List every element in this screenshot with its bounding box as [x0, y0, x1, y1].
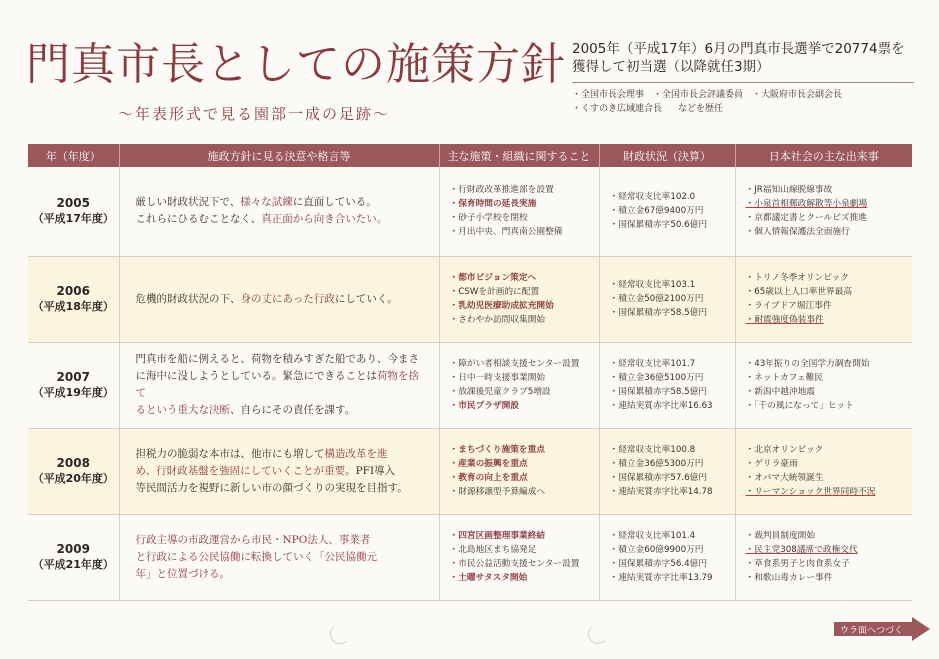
header-measures: 主な施策・組織に関すること [439, 144, 599, 167]
event-cell [735, 342, 912, 428]
policy-highlight: るという重大な決断 [135, 404, 230, 416]
divider [572, 82, 914, 83]
finance-item: ・経常収支比率102.0 [609, 191, 696, 202]
finance-cell [599, 428, 735, 514]
continue-label: ウラ面へつづく [840, 626, 904, 636]
policy-line [136, 402, 425, 419]
measure-item: ・財源移譲型予算編成へ [449, 487, 546, 498]
post-item: ・くすのき広域連合長 [572, 104, 663, 114]
measure-cell [439, 256, 599, 342]
policy-line [136, 532, 425, 549]
finance-cell [599, 514, 735, 600]
policy-timeline-table [28, 144, 912, 601]
event-item: ・草食系男子と肉食系女子 [745, 559, 850, 569]
continue-to-back-link[interactable] [834, 617, 930, 641]
policy-highlight: 身の丈にあった行政 [240, 292, 335, 305]
post-item: などを歴任 [678, 104, 724, 114]
posts-list [572, 88, 922, 116]
policy-highlight: 様々な試練 [240, 196, 293, 209]
finance-item: ・国保累積赤字58.5億円 [609, 387, 708, 397]
policy-text: 等民間活力を視野に新しい市の顔づくりの実現を目指す。 [135, 481, 408, 494]
table-row [28, 167, 912, 256]
policy-text: 。PFI導入 [345, 464, 396, 477]
header-finance: 財政状況（決算） [599, 144, 735, 167]
policy-cell [119, 167, 439, 256]
policy-highlight: 年」と位置づける。 [135, 567, 230, 580]
policy-highlight: 荷物を捨て [135, 370, 419, 399]
finance-item: ・積立金60億9900万円 [609, 544, 704, 555]
year-cell [28, 428, 119, 514]
finance-item: ・積立金36億5100万円 [609, 372, 704, 383]
year-cell [28, 342, 119, 428]
year-cell [28, 514, 119, 600]
era-value: （平成18年度） [32, 300, 114, 313]
event-item: ・65歳以上人口率世界最高 [745, 286, 853, 297]
event-cell [735, 428, 912, 514]
measure-item: ・北島地区まち協発足 [449, 544, 537, 555]
policy-text: に海中に没しようとしている。緊急にできることは [135, 370, 377, 382]
finance-item: ・国保累積赤字56.4億円 [609, 559, 708, 569]
election-lead-2: 獲得して初当選（以降就任3期） [572, 59, 770, 75]
event-item: ・リーマンショック世界同時不況 [745, 487, 876, 498]
era-value: （平成19年度） [32, 386, 114, 399]
table-row [28, 514, 912, 600]
year-value: 2008 [56, 456, 90, 470]
measure-item: ・障がい者相談支援センター設置 [449, 358, 580, 369]
measure-item: ・さわやか訪問収集開始 [449, 315, 546, 326]
event-item: ・ライブドア堀江事件 [745, 301, 832, 311]
measure-cell [439, 167, 599, 256]
year-value: 2009 [56, 542, 90, 556]
finance-item: ・経常収支比率100.8 [609, 444, 696, 455]
policy-text: 危機的財政状況の下、 [135, 292, 241, 305]
policy-line [136, 211, 425, 228]
page-subtitle: 〜年表形式で見る園部一成の足跡〜 [118, 105, 391, 123]
finance-item: ・連結実質赤字比率14.78 [609, 487, 713, 498]
measure-item: ・四宮区画整理事業終結 [449, 530, 546, 541]
election-lead-1: 2005年（平成17年）6月の門真市長選挙で20774票を [572, 41, 905, 57]
event-item: ・民主党308議席で政権交代 [745, 544, 858, 555]
event-cell [735, 167, 912, 256]
policy-line [136, 463, 425, 480]
event-item: ・ネットカフェ難民 [745, 372, 823, 383]
policy-text: これらにひるむことなく、 [135, 213, 262, 226]
measure-item: ・土曜サタスタ開始 [449, 573, 528, 584]
policy-cell [119, 514, 439, 600]
finance-item: ・積立金50億2100万円 [609, 293, 704, 304]
header-policy: 施政方針に見る決意や格言等 [119, 144, 439, 167]
post-item: ・大阪府市長会副会長 [752, 90, 843, 100]
policy-cell [119, 342, 439, 428]
event-item: ・和歌山毒カレー事件 [745, 573, 833, 584]
header-events: 日本社会の主な出来事 [735, 144, 912, 167]
policy-line [136, 446, 425, 463]
binder-hole [330, 624, 350, 644]
policy-line [136, 351, 425, 368]
post-item: ・全国市長会評議委員 [653, 90, 744, 100]
event-item: ・裁判員制度開始 [745, 530, 815, 541]
policy-line [136, 368, 425, 402]
policy-line [136, 549, 425, 566]
measure-item: ・保育時間の延長実施 [449, 199, 537, 210]
policy-text: 厳しい財政状況下で、 [135, 196, 241, 209]
year-value: 2007 [56, 370, 90, 384]
finance-item: ・国保累積赤字57.6億円 [609, 473, 708, 483]
year-cell [28, 256, 119, 342]
event-item: ・ゲリラ豪雨 [745, 458, 798, 469]
table-row [28, 342, 912, 428]
table-row [28, 428, 912, 514]
policy-text: 担税力の脆弱な本市は、他市にも増して [135, 447, 325, 460]
event-item: ・小泉首相郵政解散等小泉劇場 [745, 199, 868, 210]
finance-item: ・積立金67億9400万円 [609, 206, 704, 217]
event-item: ・JR福知山線脱線事故 [745, 184, 833, 195]
header-year: 年（年度） [28, 144, 119, 167]
finance-item: ・経常収支比率103.1 [609, 279, 696, 290]
policy-text: に直面している。 [292, 196, 377, 209]
measure-item: ・産業の振興を重点 [449, 458, 528, 469]
measure-item: ・都市ビジョン策定へ [449, 272, 537, 283]
finance-item: ・連結実質赤字比率16.63 [609, 401, 713, 412]
era-value: （平成21年度） [32, 558, 114, 571]
finance-cell [599, 167, 735, 256]
measure-item: ・砂子小学校を閉校 [449, 213, 528, 224]
finance-cell [599, 342, 735, 428]
event-item: ・43年振りの全国学力調査開始 [745, 358, 870, 369]
policy-text: 門真市を船に例えると、荷物を積みすぎた船であり、今まさ [135, 353, 419, 365]
year-cell [28, 167, 119, 256]
finance-item: ・国保累積赤字58.5億円 [609, 308, 708, 319]
measure-item: ・CSWを計画的に配置 [449, 286, 540, 297]
event-item: ・新潟中越沖地震 [745, 387, 815, 397]
table-header-row [28, 144, 912, 167]
year-value: 2006 [56, 284, 90, 298]
measure-item: ・放課後児童クラブ5増設 [449, 387, 551, 397]
event-cell [735, 256, 912, 342]
era-value: （平成17年度） [32, 212, 114, 226]
policy-line [136, 194, 425, 211]
measure-item: ・教育の向上を重点 [449, 473, 528, 483]
measure-cell [439, 342, 599, 428]
policy-highlight: 構造改革を進 [324, 447, 388, 460]
event-item: ・オバマ大統領誕生 [745, 473, 824, 483]
event-item: ・耐震強度偽装事件 [745, 315, 824, 326]
policy-cell [119, 428, 439, 514]
event-cell [735, 514, 912, 600]
finance-item: ・連結実質赤字比率13.79 [609, 573, 713, 584]
table-row [28, 256, 912, 342]
event-item: ・個人情報保護法全面施行 [745, 227, 850, 238]
year-value: 2005 [56, 196, 90, 211]
binder-hole [588, 624, 608, 644]
measure-item: ・行財政改革推進部を設置 [449, 184, 554, 195]
finance-item: ・経常収支比率101.4 [609, 530, 696, 541]
measure-item: ・市民公益活動支援センター設置 [449, 559, 580, 569]
finance-cell [599, 256, 735, 342]
event-item: ・「千の風になって」ヒット [745, 401, 854, 412]
finance-item: ・国保累積赤字50.6億円 [609, 220, 708, 231]
measure-item: ・月出中央、門真南公園整備 [449, 227, 563, 238]
policy-line [136, 480, 425, 497]
finance-item: ・積立金36億5300万円 [609, 458, 704, 469]
policy-highlight: 行政主導の市政運営から市民・NPO法人、事業者 [135, 533, 371, 546]
policy-text: 、自らにその責任を課す。 [230, 404, 356, 416]
event-item: ・北京オリンピック [745, 444, 824, 455]
measure-item: ・乳幼児医療助成拡充開始 [449, 301, 554, 311]
policy-text: にしていく。 [334, 292, 398, 305]
measure-item: ・日中一時支援事業開始 [449, 372, 546, 383]
measure-item: ・市民プラザ開設 [449, 401, 519, 412]
policy-line [136, 566, 425, 583]
policy-highlight: め、行財政基盤を強固にしていくことが重要 [135, 464, 346, 477]
policy-line [136, 291, 425, 308]
measure-cell [439, 428, 599, 514]
finance-item: ・経常収支比率101.7 [609, 358, 696, 369]
event-item: ・トリノ冬季オリンピック [745, 272, 850, 283]
post-item: ・全国市長会理事 [572, 90, 645, 100]
event-item: ・京都議定書とクールビズ推進 [745, 213, 867, 224]
era-value: （平成20年度） [32, 472, 114, 485]
policy-highlight: と行政による公民協働に転換していく「公民協働元 [135, 550, 377, 563]
page-title: 門真市長としての施策方針 [26, 39, 566, 90]
election-summary [572, 40, 922, 116]
policy-cell [119, 256, 439, 342]
measure-cell [439, 514, 599, 600]
policy-highlight: 真正面から向き合いたい。 [261, 213, 388, 226]
measure-item: ・まちづくり施策を重点 [449, 444, 545, 455]
